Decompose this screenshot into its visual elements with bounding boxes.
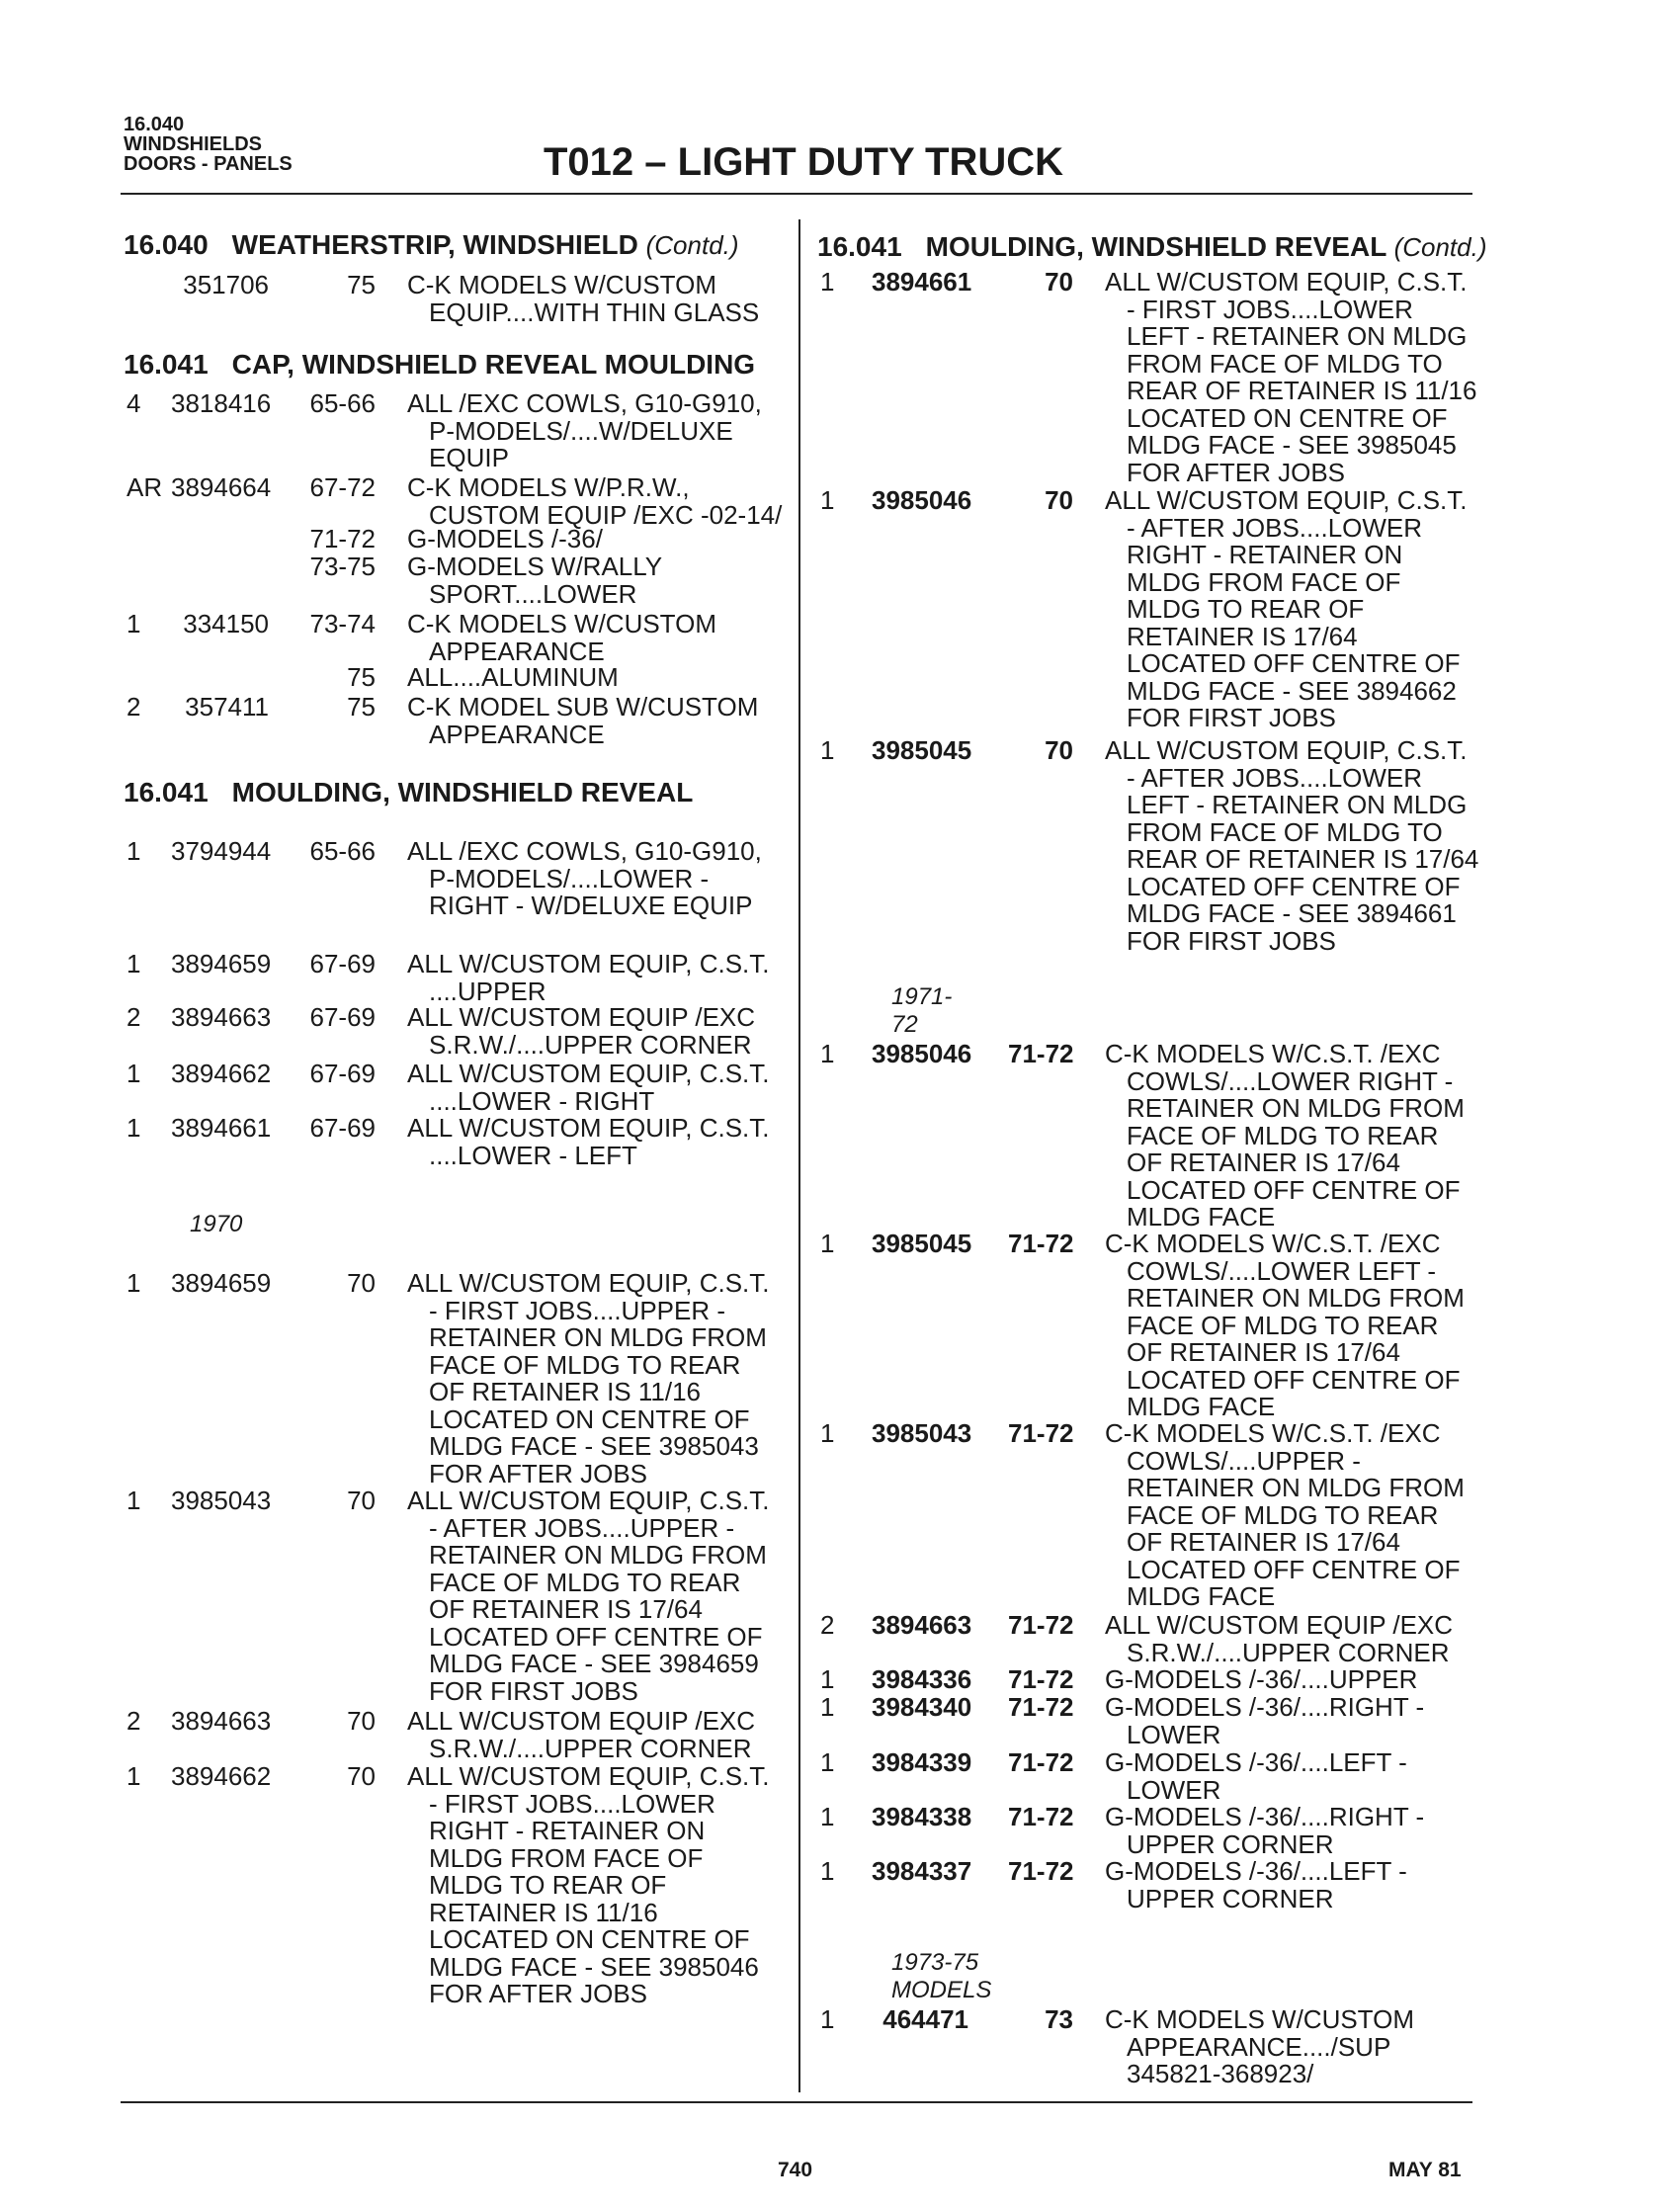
description-line: FACE OF MLDG TO REAR — [1127, 1310, 1439, 1340]
description-line: C-K MODELS W/CUSTOM — [407, 609, 716, 638]
description-line: C-K MODEL SUB W/CUSTOM — [407, 692, 759, 722]
description-line: ALL W/CUSTOM EQUIP /EXC — [1105, 1610, 1454, 1640]
quantity: AR — [126, 472, 163, 502]
model-years: 71-72 — [309, 524, 376, 553]
part-number: 3984337 — [872, 1856, 972, 1886]
description-line: ALL W/CUSTOM EQUIP, C.S.T. — [407, 1268, 770, 1298]
quantity: 1 — [126, 609, 141, 638]
section-title: WEATHERSTRIP, WINDSHIELD — [231, 229, 638, 260]
model-years: 67-69 — [309, 949, 376, 978]
description — [407, 474, 782, 529]
description-line: RETAINER IS 11/16 — [429, 1897, 658, 1927]
description-line: EQUIP — [429, 443, 509, 472]
quantity: 1 — [820, 485, 835, 515]
description-line: G-MODELS /-36/....RIGHT - — [1105, 1802, 1425, 1831]
model-years: 67-69 — [309, 1059, 376, 1088]
description-line: MLDG TO REAR OF — [429, 1870, 667, 1900]
description — [407, 1004, 755, 1059]
era-label: 1970 — [190, 1211, 243, 1237]
description-line: ALL W/CUSTOM EQUIP /EXC — [407, 1706, 756, 1736]
description-line: S.R.W./....UPPER CORNER — [1127, 1637, 1450, 1667]
description-line: FROM FACE OF MLDG TO — [1127, 816, 1443, 847]
description-line: LOWER — [1127, 1719, 1221, 1749]
part-number: 3894661 — [872, 267, 972, 297]
part-number: 3985045 — [872, 735, 972, 765]
quantity: 1 — [126, 1761, 141, 1791]
description — [1105, 1749, 1407, 1804]
model-years: 70 — [1045, 485, 1073, 515]
description-line: COWLS/....UPPER - — [1127, 1445, 1361, 1476]
part-number: 3894663 — [872, 1610, 972, 1640]
description — [1105, 1612, 1453, 1666]
model-years: 73-75 — [309, 552, 376, 581]
description-line: LOCATED OFF CENTRE OF — [1127, 1554, 1461, 1584]
model-years: 70 — [347, 1486, 376, 1515]
model-years: 71-72 — [1008, 1747, 1074, 1777]
description — [407, 951, 770, 1005]
description-line: APPEARANCE — [429, 719, 605, 749]
description-line: ALL W/CUSTOM EQUIP /EXC — [407, 1002, 756, 1032]
description-line: OF RETAINER IS 17/64 — [1127, 1527, 1400, 1557]
description-line: C-K MODELS W/CUSTOM — [1105, 2004, 1414, 2034]
description-line: OF RETAINER IS 11/16 — [429, 1377, 702, 1406]
model-years: 67-72 — [309, 472, 376, 502]
description-line: - AFTER JOBS....LOWER — [1127, 762, 1423, 793]
description-line: FOR AFTER JOBS — [429, 1979, 648, 2008]
description-line: UPPER CORNER — [1127, 1828, 1334, 1859]
description — [407, 1708, 755, 1762]
part-number: 464471 — [882, 2004, 968, 2034]
model-years: 73 — [1045, 2004, 1073, 2034]
description — [1105, 1041, 1465, 1232]
description-line: C-K MODELS W/CUSTOM — [407, 270, 716, 299]
header-group-doors-panels: DOORS - PANELS — [124, 153, 293, 175]
part-number: 3985046 — [872, 1039, 972, 1068]
model-years: 71-72 — [1008, 1856, 1074, 1886]
description — [407, 611, 716, 665]
description — [407, 553, 662, 608]
description-line: FOR AFTER JOBS — [1127, 457, 1346, 487]
description-line: MLDG FACE - SEE 3984659 — [429, 1649, 759, 1678]
description-line: OF RETAINER IS 17/64 — [429, 1594, 703, 1624]
model-years: 71-72 — [1008, 1664, 1074, 1694]
description-line: LOCATED OFF CENTRE OF — [1127, 1174, 1461, 1205]
description-line: C-K MODELS W/P.R.W., — [407, 472, 690, 502]
description-line: FACE OF MLDG TO REAR — [429, 1349, 741, 1380]
quantity: 1 — [820, 1229, 835, 1258]
part-number: 3985046 — [872, 485, 972, 515]
quantity: 1 — [126, 1268, 141, 1298]
model-years: 65-66 — [309, 836, 376, 866]
description — [407, 838, 762, 920]
description-line: ALL W/CUSTOM EQUIP, C.S.T. — [407, 949, 770, 978]
header-group-windshields: WINDSHIELDS — [124, 133, 262, 155]
description — [407, 664, 619, 692]
description-line: LOCATED ON CENTRE OF — [429, 1924, 750, 1954]
column-divider — [798, 219, 800, 2092]
description-line: MLDG FROM FACE OF — [1127, 566, 1401, 597]
description-line: CUSTOM EQUIP /EXC -02-14/ — [429, 499, 783, 530]
part-number: 3984338 — [872, 1802, 972, 1831]
description-line: - AFTER JOBS....UPPER - — [429, 1512, 735, 1543]
description-line: - FIRST JOBS....LOWER — [429, 1788, 715, 1819]
part-number: 3894662 — [171, 1059, 272, 1088]
description-line: MLDG FACE — [1127, 1581, 1276, 1611]
part-number: 3818416 — [171, 388, 272, 418]
description-line: ALL W/CUSTOM EQUIP, C.S.T. — [407, 1059, 770, 1088]
era-label: 1973-75 MODELS — [891, 1949, 992, 2003]
description — [1105, 2006, 1414, 2088]
description-line: LOCATED ON CENTRE OF — [1127, 402, 1448, 433]
description-line: FOR AFTER JOBS — [429, 1458, 648, 1488]
page-number: 740 — [778, 2159, 813, 2181]
quantity: 1 — [820, 1664, 835, 1694]
model-years: 70 — [347, 1268, 376, 1298]
description-line: EQUIP....WITH THIN GLASS — [429, 297, 760, 327]
description-line: LEFT - RETAINER ON MLDG — [1127, 790, 1468, 819]
section-contd: (Contd.) — [645, 230, 739, 260]
description-line: P-MODELS/....LOWER - — [429, 863, 710, 893]
footer-date: MAY 81 — [1388, 2159, 1462, 2181]
description-line: C-K MODELS W/C.S.T. /EXC — [1105, 1229, 1441, 1258]
description-line: LOCATED OFF CENTRE OF — [1127, 871, 1461, 901]
part-number: 3985045 — [872, 1229, 972, 1258]
quantity: 1 — [820, 1747, 835, 1777]
description-line: MLDG FROM FACE OF — [429, 1842, 704, 1873]
description-line: APPEARANCE..../SUP — [1127, 2031, 1391, 2062]
quantity: 1 — [126, 1486, 141, 1515]
quantity: 1 — [820, 1418, 835, 1448]
description-line: MLDG FACE - SEE 3894662 — [1127, 675, 1457, 706]
part-number: 351706 — [183, 270, 269, 299]
part-number: 3894661 — [171, 1113, 272, 1143]
model-years: 71-72 — [1008, 1039, 1074, 1068]
description-line: ALL....ALUMINUM — [407, 662, 619, 692]
footer-rule — [121, 2101, 1472, 2103]
section-number: 16.041 — [124, 777, 209, 808]
description — [407, 390, 762, 472]
description-line: SPORT....LOWER — [429, 578, 637, 609]
description-line: ALL W/CUSTOM EQUIP, C.S.T. — [1105, 735, 1468, 765]
description-line: ALL /EXC COWLS, G10-G910, — [407, 836, 762, 866]
description-line: G-MODELS /-36/....RIGHT - — [1105, 1692, 1425, 1722]
description-line: FOR FIRST JOBS — [1127, 703, 1336, 732]
section-number: 16.041 — [817, 231, 902, 262]
description-line: RETAINER IS 17/64 — [1127, 621, 1358, 651]
description — [407, 1763, 770, 2008]
model-years: 71-72 — [1008, 1418, 1074, 1448]
description — [407, 694, 758, 748]
section-title: MOULDING, WINDSHIELD REVEAL — [925, 231, 1386, 262]
model-years: 71-72 — [1008, 1802, 1074, 1831]
description-line: G-MODELS W/RALLY — [407, 552, 663, 581]
part-number: 3984339 — [872, 1747, 972, 1777]
description-line: ALL W/CUSTOM EQUIP, C.S.T. — [407, 1761, 770, 1791]
description — [407, 1270, 770, 1488]
description — [1105, 1420, 1465, 1611]
description-line: REAR OF RETAINER IS 17/64 — [1127, 844, 1479, 874]
description-line: RIGHT - RETAINER ON — [1127, 540, 1403, 569]
description-line: G-MODELS /-36/ — [407, 524, 603, 553]
model-years: 70 — [1045, 735, 1073, 765]
description — [407, 1115, 770, 1169]
description-line: G-MODELS /-36/....LEFT - — [1105, 1856, 1407, 1886]
description-line: MLDG FACE - SEE 3894661 — [1127, 898, 1457, 928]
model-years: 65-66 — [309, 388, 376, 418]
part-number: 3894659 — [171, 949, 272, 978]
description-line: LOCATED OFF CENTRE OF — [1127, 648, 1461, 678]
model-years: 73-74 — [309, 609, 376, 638]
section-number: 16.040 — [124, 229, 209, 260]
description-line: OF RETAINER IS 17/64 — [1127, 1337, 1400, 1367]
quantity: 1 — [820, 1039, 835, 1068]
description-line: FACE OF MLDG TO REAR — [429, 1567, 741, 1597]
quantity: 2 — [126, 1002, 141, 1032]
header-section-number: 16.040 — [124, 114, 185, 135]
model-years: 70 — [1045, 267, 1073, 297]
quantity: 1 — [126, 1113, 141, 1143]
page-title: T012 – LIGHT DUTY TRUCK — [544, 140, 1063, 184]
model-years: 71-72 — [1008, 1610, 1074, 1640]
description-line: COWLS/....LOWER LEFT - — [1127, 1255, 1437, 1286]
description — [1105, 1231, 1465, 1421]
description-line: ALL W/CUSTOM EQUIP, C.S.T. — [407, 1486, 770, 1515]
description-line: OF RETAINER IS 17/64 — [1127, 1148, 1400, 1177]
description-line: FACE OF MLDG TO REAR — [1127, 1499, 1439, 1530]
quantity: 1 — [820, 267, 835, 297]
description-line: C-K MODELS W/C.S.T. /EXC — [1105, 1039, 1441, 1068]
description — [1105, 1858, 1407, 1912]
description-line: FROM FACE OF MLDG TO — [1127, 348, 1443, 379]
description-line: G-MODELS /-36/....LEFT - — [1105, 1747, 1407, 1777]
quantity: 2 — [820, 1610, 835, 1640]
description-line: MLDG FACE - SEE 3985046 — [429, 1951, 759, 1982]
description-line: MLDG FACE - SEE 3985043 — [429, 1431, 759, 1461]
model-years: 67-69 — [309, 1113, 376, 1143]
description — [1105, 1694, 1424, 1748]
model-years: 75 — [347, 662, 376, 692]
description-line: ALL /EXC COWLS, G10-G910, — [407, 388, 762, 418]
part-number: 334150 — [183, 609, 269, 638]
description-line: RETAINER ON MLDG FROM — [1127, 1093, 1465, 1123]
part-number: 3984336 — [872, 1664, 972, 1694]
part-number: 3894664 — [171, 472, 272, 502]
description — [407, 1061, 770, 1115]
description — [1105, 1804, 1424, 1858]
description-line: RIGHT - RETAINER ON — [429, 1816, 706, 1845]
section-heading — [124, 349, 755, 381]
description-line: ALL W/CUSTOM EQUIP, C.S.T. — [1105, 485, 1468, 515]
section-contd: (Contd.) — [1393, 232, 1487, 262]
quantity: 1 — [820, 1692, 835, 1722]
description-line: RETAINER ON MLDG FROM — [1127, 1473, 1465, 1502]
description-line: RIGHT - W/DELUXE EQUIP — [429, 891, 753, 920]
description-line: S.R.W./....UPPER CORNER — [429, 1733, 752, 1763]
description-line: APPEARANCE — [429, 636, 605, 666]
part-number: 3794944 — [171, 836, 272, 866]
description — [1105, 737, 1478, 955]
model-years: 70 — [347, 1706, 376, 1736]
model-years: 71-72 — [1008, 1229, 1074, 1258]
section-heading — [817, 231, 1487, 263]
description-line: MLDG FACE — [1127, 1202, 1276, 1232]
description-line: MLDG FACE — [1127, 1392, 1276, 1421]
part-number: 3985043 — [872, 1418, 972, 1448]
description-line: FOR FIRST JOBS — [429, 1675, 638, 1706]
model-years: 71-72 — [1008, 1692, 1074, 1722]
description-line: FACE OF MLDG TO REAR — [1127, 1120, 1439, 1150]
model-years: 75 — [347, 692, 376, 722]
description-line: UPPER CORNER — [1127, 1883, 1334, 1913]
part-number: 3894659 — [171, 1268, 272, 1298]
quantity: 1 — [820, 1802, 835, 1831]
description — [407, 272, 759, 326]
description-line: P-MODELS/....W/DELUXE — [429, 415, 733, 446]
quantity: 4 — [126, 388, 141, 418]
part-number: 357411 — [185, 692, 269, 722]
description-line: LOWER — [1127, 1774, 1221, 1805]
description — [1105, 269, 1476, 486]
description-line: G-MODELS /-36/....UPPER — [1105, 1664, 1418, 1694]
section-heading — [124, 229, 739, 261]
quantity: 2 — [126, 1706, 141, 1736]
description-line: - FIRST JOBS....UPPER - — [429, 1295, 726, 1325]
quantity: 1 — [126, 949, 141, 978]
part-number: 3894663 — [171, 1002, 272, 1032]
quantity: 2 — [126, 692, 141, 722]
quantity: 1 — [820, 2004, 835, 2034]
description-line: 345821-368923/ — [1127, 2059, 1314, 2088]
part-number: 3984340 — [872, 1692, 972, 1722]
quantity: 1 — [126, 836, 141, 866]
description-line: ....LOWER - RIGHT — [429, 1085, 655, 1116]
description-line: RETAINER ON MLDG FROM — [429, 1322, 767, 1352]
description-line: COWLS/....LOWER RIGHT - — [1127, 1065, 1454, 1096]
description-line: RETAINER ON MLDG FROM — [429, 1540, 767, 1570]
description — [1105, 487, 1468, 732]
quantity: 1 — [820, 1856, 835, 1886]
description-line: ....LOWER - LEFT — [429, 1140, 637, 1170]
description — [407, 526, 603, 553]
model-years: 70 — [347, 1761, 376, 1791]
description-line: MLDG FACE - SEE 3985045 — [1127, 430, 1457, 460]
description-line: RETAINER ON MLDG FROM — [1127, 1283, 1465, 1313]
description-line: LEFT - RETAINER ON MLDG — [1127, 321, 1468, 351]
description-line: - AFTER JOBS....LOWER — [1127, 512, 1423, 543]
description-line: REAR OF RETAINER IS 11/16 — [1127, 376, 1477, 405]
description — [1105, 1666, 1417, 1694]
description-line: ALL W/CUSTOM EQUIP, C.S.T. — [407, 1113, 770, 1143]
description-line: LOCATED OFF CENTRE OF — [1127, 1364, 1461, 1395]
description-line: C-K MODELS W/C.S.T. /EXC — [1105, 1418, 1441, 1448]
description-line: FOR FIRST JOBS — [1127, 925, 1336, 956]
quantity: 1 — [126, 1059, 141, 1088]
part-number: 3985043 — [171, 1486, 272, 1515]
part-number: 3894662 — [171, 1761, 272, 1791]
description-line: ....UPPER — [429, 976, 546, 1006]
description-line: LOCATED ON CENTRE OF — [429, 1403, 750, 1434]
header-rule — [121, 193, 1472, 195]
part-number: 3894663 — [171, 1706, 272, 1736]
section-heading — [124, 777, 693, 808]
description-line: - FIRST JOBS....LOWER — [1127, 294, 1413, 324]
description-line: ALL W/CUSTOM EQUIP, C.S.T. — [1105, 267, 1468, 297]
model-years: 67-69 — [309, 1002, 376, 1032]
quantity: 1 — [820, 735, 835, 765]
era-label: 1971-72 — [891, 983, 953, 1038]
section-number: 16.041 — [124, 349, 209, 380]
description — [407, 1488, 770, 1705]
description-line: S.R.W./....UPPER CORNER — [429, 1029, 752, 1060]
section-title: CAP, WINDSHIELD REVEAL MOULDING — [231, 349, 756, 380]
description-line: LOCATED OFF CENTRE OF — [429, 1621, 763, 1652]
model-years: 75 — [347, 270, 376, 299]
description-line: MLDG TO REAR OF — [1127, 594, 1365, 624]
section-title: MOULDING, WINDSHIELD REVEAL — [231, 777, 694, 808]
